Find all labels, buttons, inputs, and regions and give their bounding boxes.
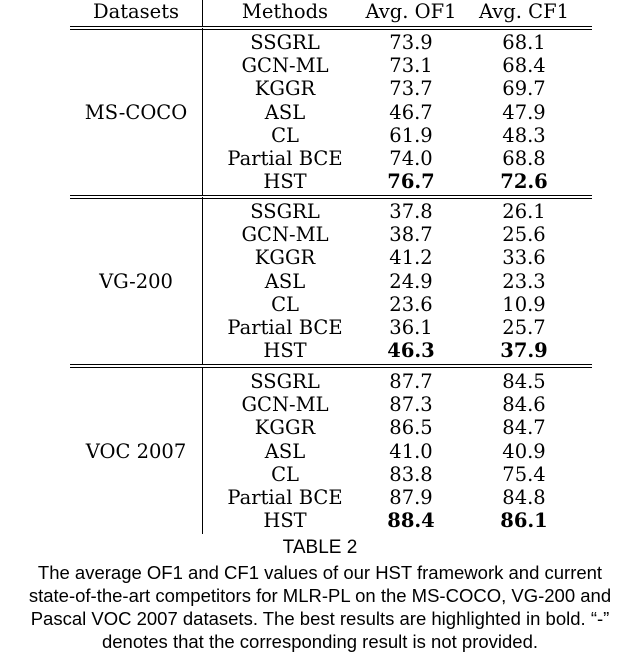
cf1-cell: 47.9: [502, 100, 546, 124]
table-row: [0, 170, 640, 193]
method-cell: CL: [271, 292, 299, 316]
of1-cell: 87.7: [389, 370, 433, 393]
table-caption-title: TABLE 2: [282, 537, 358, 558]
of1-cell: 46.3: [387, 339, 435, 363]
caption-line: denotes that the corresponding result is not provided.: [101, 631, 539, 652]
of1-cell: 24.9: [389, 269, 433, 293]
dataset-name: VOC 2007: [85, 439, 187, 463]
of1-cell: 73.1: [389, 54, 433, 78]
caption-line: Pascal VOC 2007 datasets. The best results are highlighted in bold. “-”: [30, 608, 610, 629]
method-cell: GCN-ML: [241, 393, 329, 417]
table-row: [0, 270, 640, 293]
of1-cell: 76.7: [387, 170, 435, 194]
table-row: [0, 416, 640, 439]
table-row: [0, 509, 640, 532]
cf1-cell: 86.1: [500, 509, 548, 533]
method-cell: ASL: [264, 439, 306, 463]
of1-cell: 36.1: [389, 316, 433, 339]
of1-cell: 73.7: [389, 77, 433, 101]
table-row: [0, 370, 640, 393]
table-row: [0, 339, 640, 362]
method-cell: CL: [271, 462, 299, 486]
of1-cell: 87.3: [389, 393, 433, 417]
cf1-cell: 25.6: [502, 223, 546, 247]
table-row: [0, 77, 640, 100]
of1-cell: 88.4: [387, 509, 435, 533]
method-cell: SSGRL: [250, 200, 320, 223]
table-row: [0, 463, 640, 486]
cf1-cell: 69.7: [502, 77, 546, 101]
cf1-cell: 68.8: [502, 147, 546, 170]
method-cell: HST: [263, 339, 307, 363]
cf1-cell: 72.6: [500, 170, 548, 194]
caption-line: The average OF1 and CF1 values of our HST framework and current: [37, 562, 603, 583]
header-avg-of1: Avg. OF1: [365, 0, 457, 23]
header-rule: [70, 26, 592, 27]
cf1-cell: 37.9: [500, 339, 548, 363]
table-row: [0, 293, 640, 316]
method-cell: KGGR: [254, 77, 316, 101]
of1-cell: 23.6: [389, 292, 433, 316]
method-cell: SSGRL: [250, 370, 320, 393]
method-cell: SSGRL: [250, 31, 320, 54]
method-cell: ASL: [264, 269, 306, 293]
dataset-name: VG-200: [99, 269, 173, 293]
table-row: [0, 246, 640, 269]
cf1-cell: 84.7: [502, 416, 546, 440]
table-row: [0, 316, 640, 339]
table-row: [0, 223, 640, 246]
method-cell: GCN-ML: [241, 54, 329, 78]
cf1-cell: 25.7: [502, 316, 546, 339]
table-row: [0, 486, 640, 509]
table-row: [0, 200, 640, 223]
cf1-cell: 10.9: [502, 292, 546, 316]
of1-cell: 87.9: [389, 486, 433, 509]
method-cell: HST: [263, 509, 307, 533]
method-cell: Partial BCE: [227, 147, 343, 170]
table-row: [0, 54, 640, 77]
table-row: [0, 147, 640, 170]
header-divider: [202, 0, 203, 26]
cf1-cell: 68.1: [502, 31, 546, 54]
table-row: [0, 124, 640, 147]
header-datasets: Datasets: [92, 0, 180, 23]
cf1-cell: 84.5: [502, 370, 546, 393]
cf1-cell: 23.3: [502, 269, 546, 293]
method-cell: ASL: [264, 100, 306, 124]
of1-cell: 73.9: [389, 31, 433, 54]
method-cell: KGGR: [254, 416, 316, 440]
cf1-cell: 68.4: [502, 54, 546, 78]
of1-cell: 38.7: [389, 223, 433, 247]
of1-cell: 46.7: [389, 100, 433, 124]
method-cell: HST: [263, 170, 307, 194]
table-row: [0, 440, 640, 463]
method-cell: KGGR: [254, 246, 316, 270]
cf1-cell: 33.6: [502, 246, 546, 270]
table-row: [0, 393, 640, 416]
cf1-cell: 26.1: [502, 200, 546, 223]
table-header-row: [0, 0, 640, 23]
of1-cell: 74.0: [389, 147, 433, 170]
header-rule-second: [70, 29, 592, 30]
of1-cell: 61.9: [389, 123, 433, 147]
method-cell: GCN-ML: [241, 223, 329, 247]
cf1-cell: 48.3: [502, 123, 546, 147]
caption-line: state-of-the-art competitors for MLR-PL on the MS-COCO, VG-200 and: [28, 585, 612, 606]
header-avg-cf1: Avg. CF1: [478, 0, 570, 23]
group-separator-rule: [70, 364, 592, 365]
cf1-cell: 40.9: [502, 439, 546, 463]
group-separator-rule: [70, 367, 592, 368]
group-separator-rule: [70, 195, 592, 196]
method-cell: CL: [271, 123, 299, 147]
method-cell: Partial BCE: [227, 316, 343, 339]
method-cell: Partial BCE: [227, 486, 343, 509]
of1-cell: 41.2: [389, 246, 433, 270]
of1-cell: 41.0: [389, 439, 433, 463]
dataset-name: MS-COCO: [84, 100, 188, 124]
of1-cell: 83.8: [389, 462, 433, 486]
table-row: [0, 101, 640, 124]
cf1-cell: 84.8: [502, 486, 546, 509]
cf1-cell: 84.6: [502, 393, 546, 417]
table-row: [0, 31, 640, 54]
cf1-cell: 75.4: [502, 462, 546, 486]
of1-cell: 37.8: [389, 200, 433, 223]
of1-cell: 86.5: [389, 416, 433, 440]
header-methods: Methods: [241, 0, 329, 23]
